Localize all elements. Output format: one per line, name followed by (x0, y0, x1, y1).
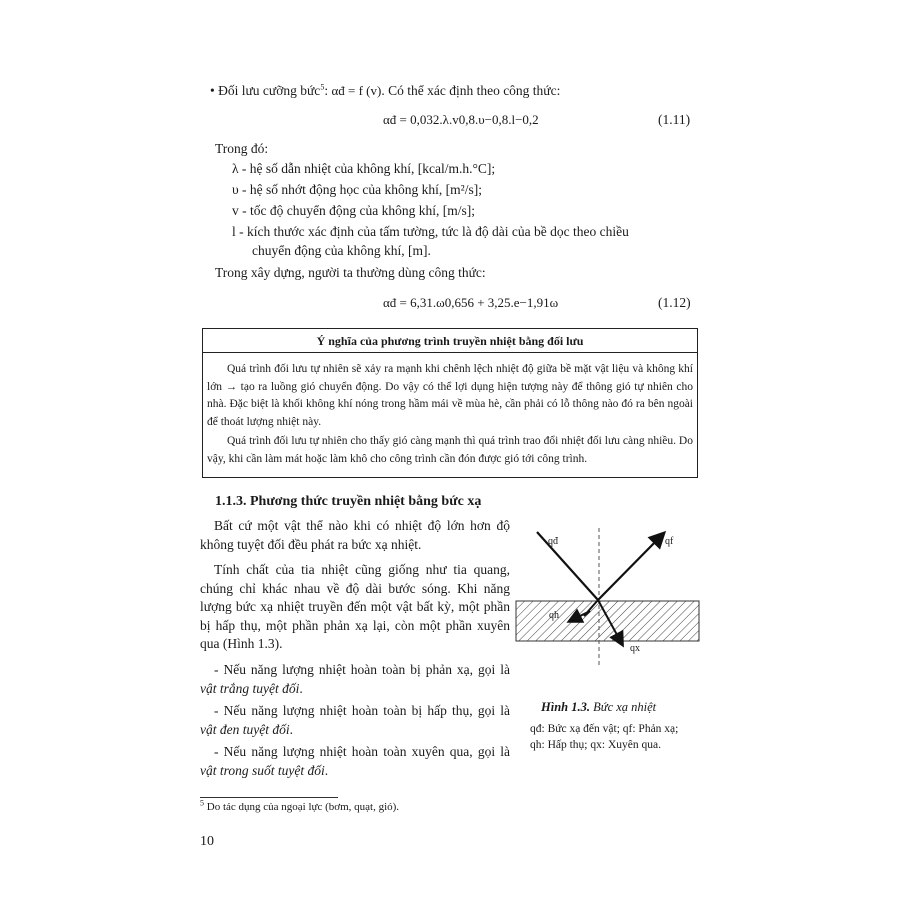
transparent-body-text: - Nếu năng lượng nhiệt hoàn toàn xuyên qua, gọi là (214, 744, 510, 759)
construction-line: Trong xây dựng, người ta thường dùng công thức: (215, 265, 486, 280)
figure-caption (541, 700, 656, 715)
footnote-rule (200, 797, 338, 798)
bullet-expression: αđ = f (v) (331, 83, 382, 98)
page-number: 10 (200, 834, 214, 849)
paragraph-black-body (200, 702, 510, 739)
legend-line-2: qh: Hấp thụ; qx: Xuyên qua. (530, 739, 661, 751)
box-paragraph-1: Quá trình đối lưu tự nhiên sẽ xảy ra mạnh khi chênh lệch nhiệt độ giữa bề mặt vật liệu và không khí lớn → tạo ra luồng gió chuyển động. Do vậy có thể lợi dụng hiện tượng này để thông gió tự nhiên cho nhà. Đặc biệt là khối không khí nóng trong hầm mái về mùa hè, cần phải có lỗ thông nào đó ra bên ngoài để thoát lượng nhiệt này. (207, 363, 693, 428)
paragraph-radiation-2: Tính chất của tia nhiệt cũng giống như tia quang, chúng chỉ khác nhau về độ dài bước sóng. Khi năng lượng bức xạ nhiệt truyền đến một vật bất kỳ, một phần bị hấp thụ, một phần phản xạ lại, còn một phần xuyên qua (Hình 1.3). (200, 562, 510, 651)
footnote-ref: 5 (320, 82, 325, 92)
white-body-term: vật trắng tuyệt đối (200, 680, 300, 696)
bullet-rest: . Có thể xác định theo công thức: (381, 83, 561, 98)
caption-number: Hình 1.3. (541, 700, 590, 714)
label-absorbed: qh (549, 610, 559, 621)
reflected-ray (598, 534, 663, 600)
paragraph-transparent-body (200, 743, 510, 780)
convection-meaning-box (202, 328, 698, 478)
caption-title: Bức xạ nhiệt (589, 700, 657, 714)
definition-l: l - kích thước xác định của tấm tường, tức là độ dài của bề dọc theo chiều (232, 224, 629, 239)
black-body-period: . (289, 721, 293, 737)
paragraph-white-body (200, 661, 510, 698)
black-body-text: - Nếu năng lượng nhiệt hoàn toàn bị hấp thụ, gọi là (214, 703, 510, 718)
label-transmitted: qx (630, 643, 640, 654)
radiation-diagram (510, 522, 705, 672)
bullet-forced-convection (210, 82, 560, 100)
definition-upsilon: υ - hệ số nhớt động học của không khí, [m²/s]; (232, 182, 482, 197)
definition-v: v - tốc độ chuyển động của không khí, [m/s]; (232, 203, 475, 218)
legend-line-1: qđ: Bức xạ đến vật; qf: Phản xạ; (530, 723, 679, 735)
bullet-colon: : (324, 83, 332, 98)
formula-1-11: αđ = 0,032.λ.v0,8.υ−0,8.l−0,2 (383, 112, 539, 127)
label-reflected: qf (665, 536, 674, 547)
box-title: Ý nghĩa của phương trình truyền nhiệt bằng đối lưu (203, 329, 697, 353)
white-body-text: - Nếu năng lượng nhiệt hoàn toàn bị phản xạ, gọi là (214, 662, 510, 677)
formula-1-11-number: (1.11) (658, 112, 691, 127)
where-label: Trong đó: (215, 141, 269, 156)
footnote-mark: 5 (200, 798, 204, 808)
formula-1-12-number: (1.12) (658, 295, 691, 310)
formula-1-12: αđ = 6,31.ω0,656 + 3,25.e−1,91ω (383, 295, 559, 310)
black-body-term: vật đen tuyệt đối (200, 721, 290, 737)
bullet-prefix: • Đối lưu cưỡng bức (210, 83, 321, 98)
transparent-body-term: vật trong suốt tuyệt đối (200, 762, 325, 778)
transparent-body-period: . (324, 762, 329, 778)
box-paragraph-2: Quá trình đối lưu tự nhiên cho thấy gió càng mạnh thì quá trình trao đổi nhiệt đối lưu càng nhiều. Do vậy, khi cần làm mát hoặc làm khô cho công trình cần đón được gió tới công trình. (207, 435, 693, 465)
white-body-period: . (299, 680, 303, 696)
section-heading: 1.1.3. Phương thức truyền nhiệt bằng bức xạ (215, 494, 482, 509)
footnote (200, 798, 400, 813)
definition-lambda: λ - hệ số dẫn nhiệt của không khí, [kcal/m.h.°C]; (232, 161, 496, 176)
label-incident: qđ (548, 536, 558, 547)
material-slab (516, 601, 699, 641)
incident-ray (537, 532, 598, 600)
paragraph-radiation-1: Bất cứ một vật thể nào khi có nhiệt độ lớn hơn độ không tuyệt đối đều phát ra bức xạ nhiệt. (200, 518, 510, 552)
definition-l-cont: chuyển động của không khí, [m]. (252, 243, 431, 258)
footnote-text: Do tác dụng của ngoại lực (bơm, quạt, gió). (204, 801, 400, 813)
